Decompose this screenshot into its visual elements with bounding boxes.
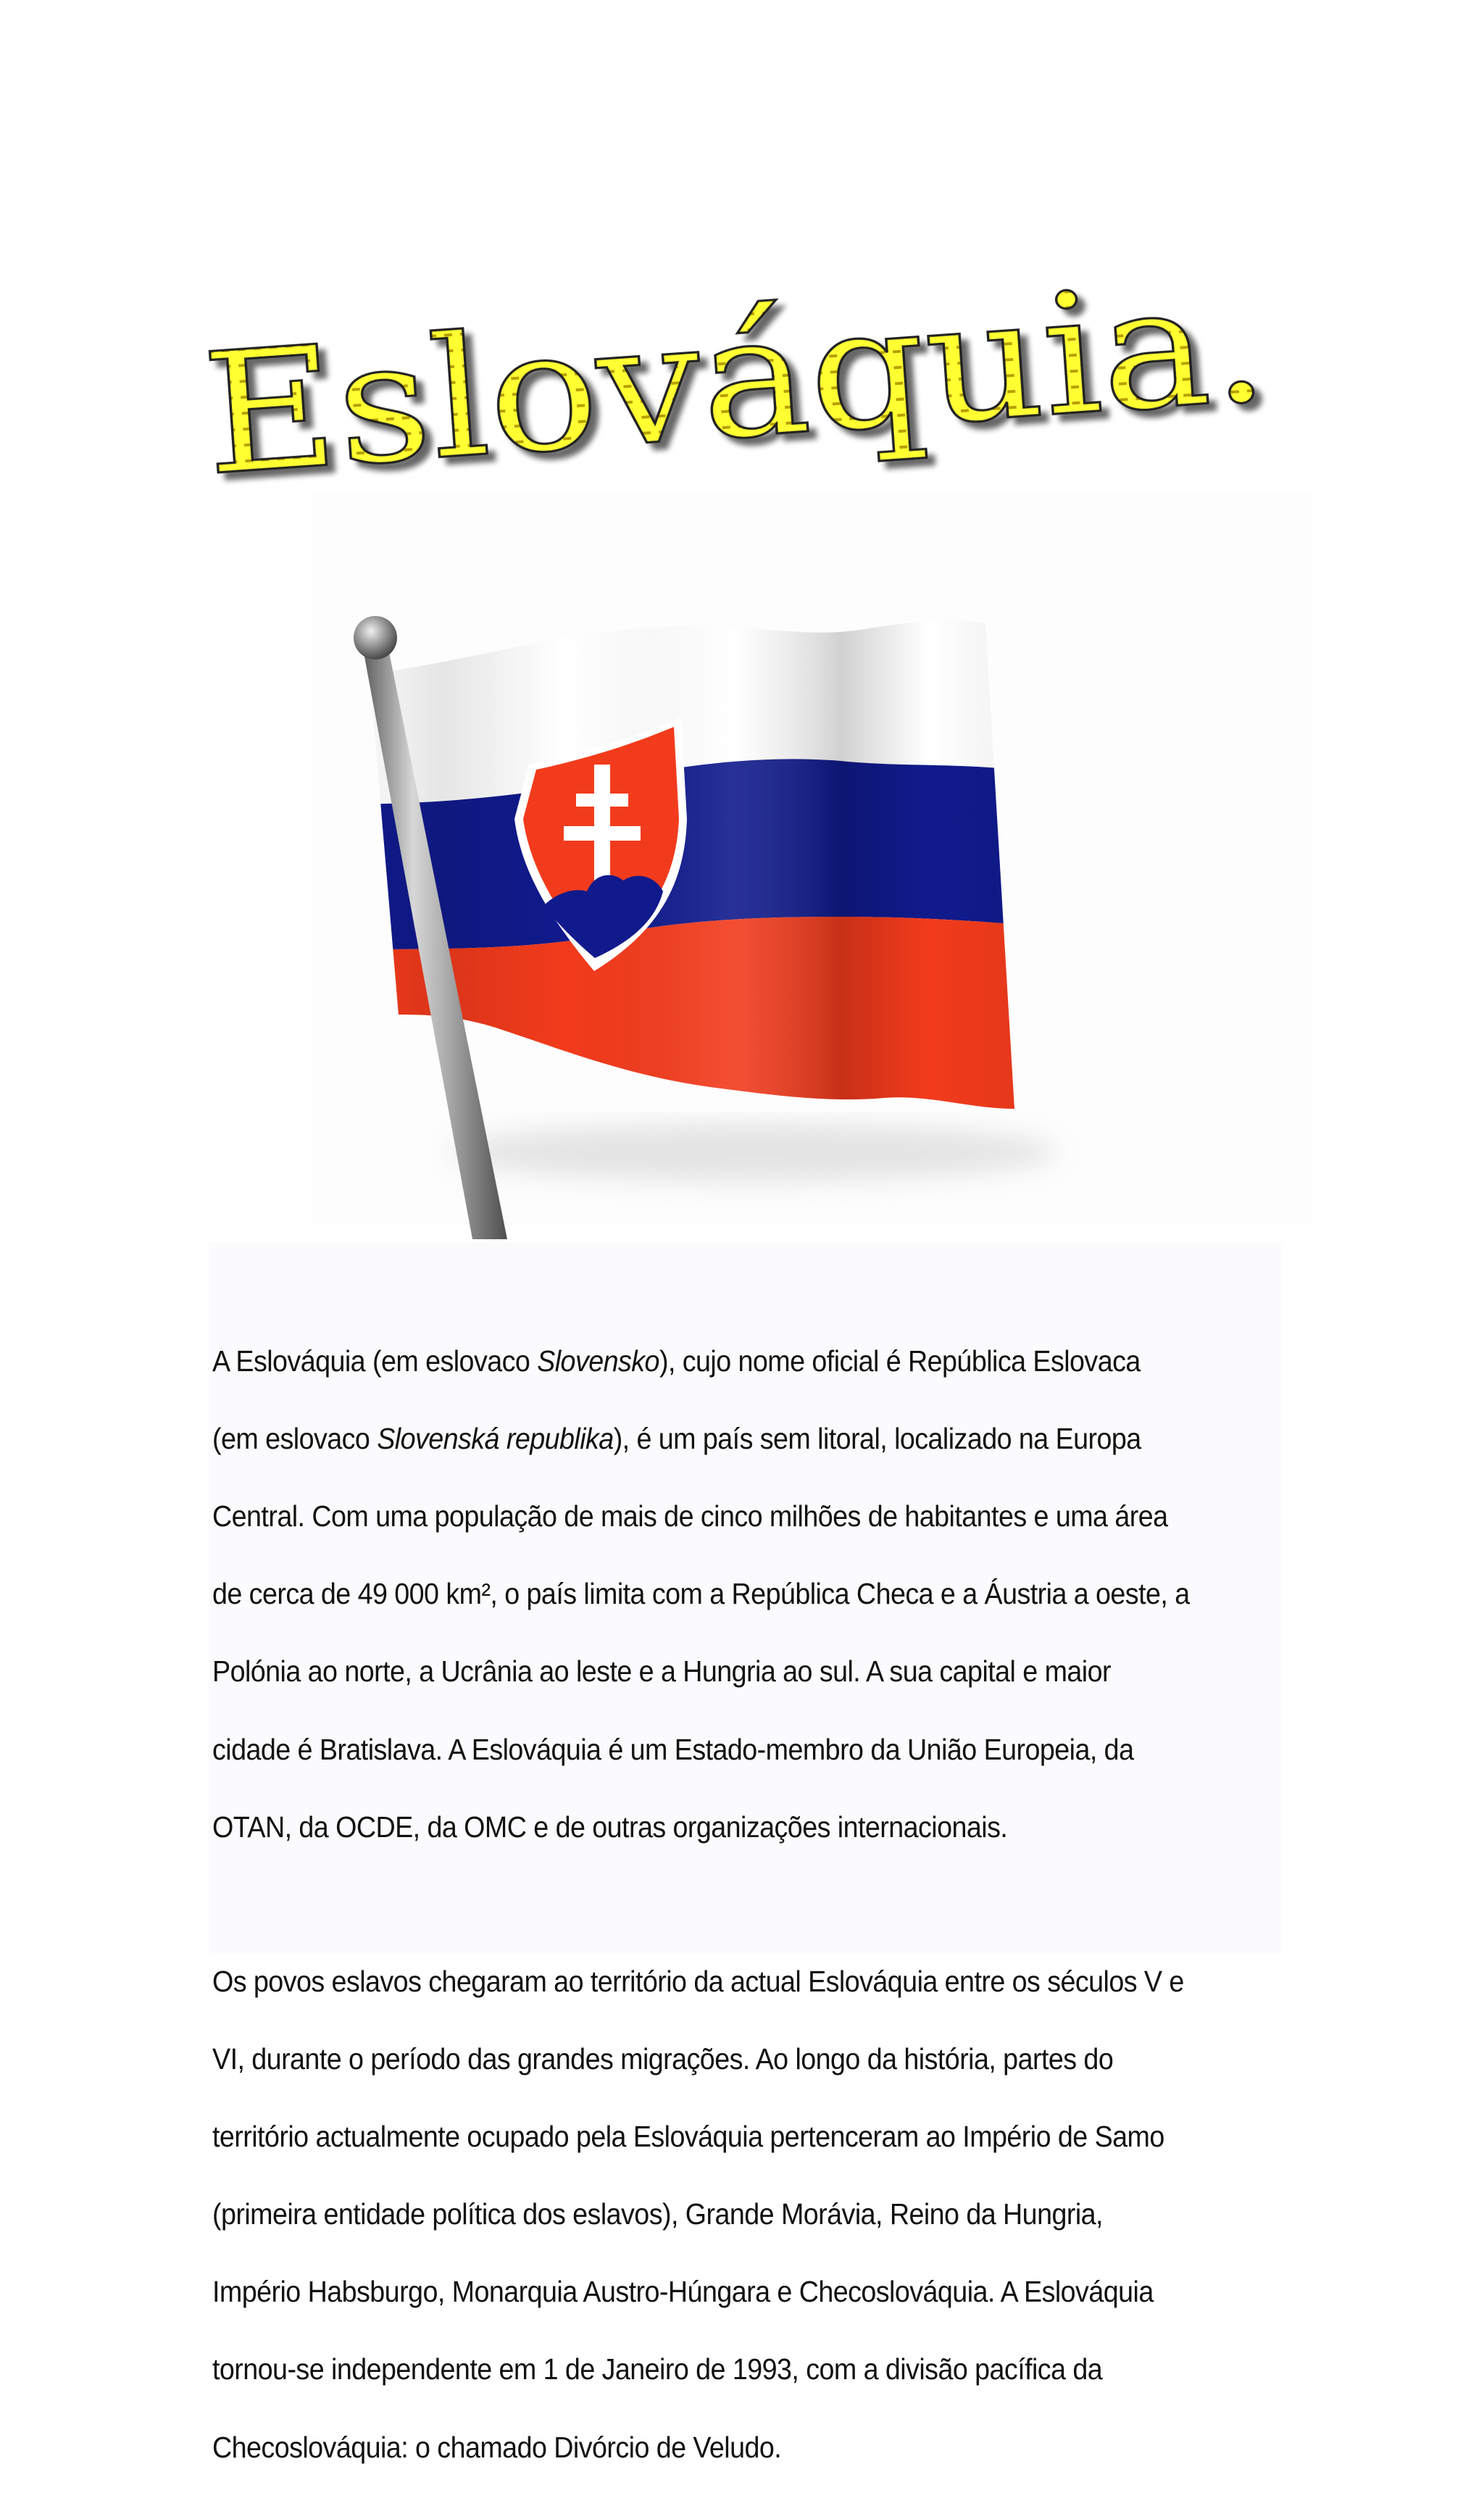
paragraph-2-line-2: VI, durante o período das grandes migrações. Ao longo da história, partes do bbox=[212, 2041, 1114, 2076]
title-text: Eslováquia. bbox=[197, 251, 1183, 513]
body-text bbox=[212, 1303, 1209, 2506]
italic-term: Slovensko bbox=[537, 1344, 659, 1378]
paragraph-2-line-1: Os povos eslavos chegaram ao território da actual Eslováquia entre os séculos V e bbox=[212, 1964, 1184, 1998]
paragraph-1-line-6: cidade é Bratislava. A Eslováquia é um Estado-membro da União Europeia, da bbox=[212, 1732, 1134, 1766]
paragraph-2-line-3: território actualmente ocupado pela Eslováquia pertenceram ao Império de Samo bbox=[212, 2119, 1164, 2153]
text-run: (em eslovaco bbox=[212, 1421, 378, 1455]
paragraph-1 bbox=[212, 1303, 1209, 1886]
paragraph-1-line-2 bbox=[212, 1420, 1209, 1459]
paragraph-1-line-4: de cerca de 49 000 km², o país limita com a República Checa e a Áustria a oeste, a bbox=[212, 1577, 1190, 1611]
paragraph-1-line-1 bbox=[212, 1342, 1209, 1381]
text-run: ), cujo nome oficial é República Eslovaca bbox=[659, 1344, 1141, 1378]
slovakia-flag-icon bbox=[290, 587, 1159, 1239]
paragraph-2 bbox=[212, 1923, 1209, 2506]
italic-term: Slovenská republika bbox=[377, 1421, 614, 1455]
paragraph-2-line-7: Checoslováquia: o chamado Divórcio de Veludo. bbox=[212, 2430, 782, 2464]
paragraph-2-line-5: Império Habsburgo, Monarquia Austro-Húngara e Checoslováquia. A Eslováquia bbox=[212, 2275, 1154, 2309]
page-title bbox=[174, 210, 1333, 544]
paragraph-1-line-3: Central. Com uma população de mais de cinco milhões de habitantes e uma área bbox=[212, 1499, 1168, 1533]
text-run: ), é um país sem litoral, localizado na Europa bbox=[613, 1421, 1141, 1455]
paragraph-2-line-6: tornou-se independente em 1 de Janeiro de 1993, com a divisão pacífica da bbox=[212, 2352, 1103, 2386]
paragraph-2-line-4: (primeira entidade política dos eslavos), Grande Morávia, Reino da Hungria, bbox=[212, 2197, 1103, 2231]
text-run: A Eslováquia (em eslovaco bbox=[212, 1344, 538, 1378]
paragraph-1-line-7: OTAN, da OCDE, da OMC e de outras organizações internacionais. bbox=[212, 1810, 1008, 1844]
paragraph-1-line-5: Polónia ao norte, a Ucrânia ao leste e a Hungria ao sul. A sua capital e maior bbox=[212, 1654, 1111, 1689]
